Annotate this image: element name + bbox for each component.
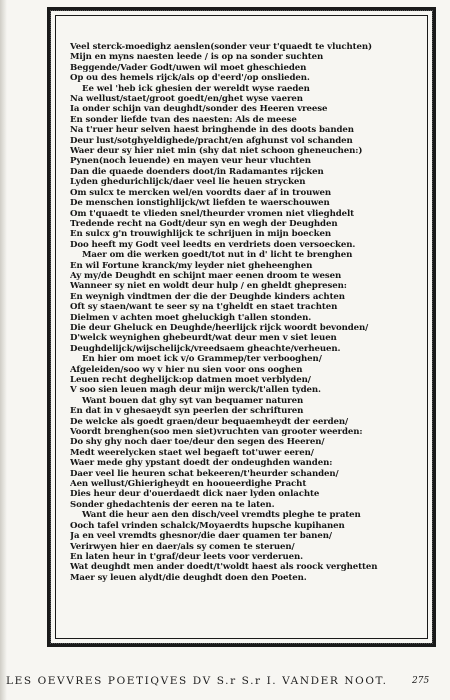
poem-line: En wil Fortune kranck/my leyder niet gheheenghen xyxy=(70,260,313,271)
poem-line: En laten heur in t'graf/deur leets voor verderuen. xyxy=(70,551,303,562)
poem-line: Want die heur aen den disch/veel vremdts pleghe te praten xyxy=(82,510,361,521)
poem-line: Lyden ghedurichlijck/daer veel lie heuen strycken xyxy=(70,177,306,188)
poem-line: En weynigh vindtmen der die der Deughde kinders achten xyxy=(70,291,345,302)
poem-line: De menschen ionstighlijck/wt liefden te waerschouwen xyxy=(70,198,330,209)
poem-line: Pynen(noch leuende) en mayen veur heur vluchten xyxy=(70,156,311,167)
poem-line: Aen wellust/Ghierigheydt en hooueerdighe Pracht xyxy=(70,479,307,490)
poem-line: En sonder liefde tvan des naesten: Als de meese xyxy=(70,114,297,125)
poem-text-block xyxy=(70,42,420,583)
poem-line: En dat in v ghesaeydt syn peerlen der schrifturen xyxy=(70,406,304,417)
poem-line: Ooch tafel vrinden schalck/Moyaerdts hupsche kupihanen xyxy=(70,520,345,531)
poem-line: Oft sy staen/want te seer sy na t'gheldt en staet trachten xyxy=(70,302,338,313)
poem-line: Deughdelijck/wijschelijck/vreedsaem gheachte/verheuen. xyxy=(70,343,341,354)
poem-line: Leuen recht deghelijck:op datmen moet verblyden/ xyxy=(70,375,311,385)
poem-line: Ee wel 'heb ick ghesien der wereldt wyse raeden xyxy=(82,83,310,94)
poem-line: Sonder ghedachtenis der eeren na te laten. xyxy=(70,499,275,510)
gutter-shadow xyxy=(0,0,7,700)
poem-line: Na wellust/staet/groot goedt/en/ghet wyse vaeren xyxy=(70,94,303,105)
poem-line: Doo heeft my Godt veel leedts en verdriets doen versoecken. xyxy=(70,239,356,250)
poem-line: Tredende recht na Godt/deur syn en wegh der Deughden xyxy=(70,218,338,229)
poem-line: Om sulcx te mercken wel/en voordts daer af in trouwen xyxy=(70,187,332,198)
poem-line: Ja en veel vremdts ghesnor/die daer quamen ter banen/ xyxy=(70,531,332,542)
poem-line: Die deur Gheluck en Deughde/heerlijck rijck woordt bevonden/ xyxy=(70,322,369,333)
poem-line: Afgeleiden/soo wy v hier nu sien voor ons ooghen xyxy=(70,364,303,375)
poem-line: Dan die quaede doenders doot/in Radamantes rijcken xyxy=(70,166,324,177)
poem-line: Maer sy leuen alydt/die deughdt doen den Poeten. xyxy=(70,572,307,583)
running-title: LES OEVVRES POETIQVES DV S.r S.r I. VANDER NOOT. xyxy=(6,675,388,687)
poem-line: D'welck weynighen ghebeurdt/wat deur men v siet leuen xyxy=(70,333,337,344)
poem-line: Do shy ghy noch daer toe/deur den segen des Heeren/ xyxy=(70,437,325,448)
poem-line: Waer mede ghy ypstant doedt der ondeughden wanden: xyxy=(70,458,333,469)
poem-line: Ia onder schijn van deughdt/sonder des Heeren vreese xyxy=(70,104,328,115)
poem-line: Verirwyen hier en daer/als sy comen te steruen/ xyxy=(70,541,295,552)
poem-line: Want bouen dat ghy syt van bequamer naturen xyxy=(82,395,304,406)
poem-line: Op ou des hemels rijck/als op d'eerd'/op onslieden. xyxy=(70,73,310,84)
poem-line: Medt weerelycken staet wel begaeft tot'uwer eeren/ xyxy=(70,447,314,458)
poem-line: Veel sterck-moedighz aenslen(sonder veur t'quaedt te vluchten) xyxy=(70,42,373,52)
page-number: 275 xyxy=(412,676,430,686)
poem-line: V soo sien leuen magh deur mijn werck/t'allen tyden. xyxy=(70,385,321,396)
poem-line: Voordt brenghen(soo men siet)vruchten van grooter weerden: xyxy=(70,427,363,438)
poem-line: Beggende/Vader Godt/uwen wil moet gheschieden xyxy=(70,62,307,73)
poem-line: Wanneer sy niet en woldt deur hulp / en gheldt ghepresen: xyxy=(70,281,347,292)
poem-line: Daer veel lie heuren schat bekeeren/t'heurder schanden/ xyxy=(70,468,339,479)
poem-line: Dies heur deur d'ouerdaedt dick naer lyden onlachte xyxy=(70,489,320,500)
poem-line: Mijn en myns naesten leede / is op na sonder suchten xyxy=(70,52,324,63)
poem-line: En hier om moet ick v/o Grammep/ter verbooghen/ xyxy=(82,354,322,365)
poem-line: Wat deughdt men ander doedt/t'woldt haest als roock verghetten xyxy=(70,562,378,573)
poem-line: Waer deur sy hier niet min (shy dat niet schoon gheneuchen:) xyxy=(70,146,363,157)
poem-line: Na t'ruer heur selven haest bringhende in des doots banden xyxy=(70,125,354,136)
poem-line: De welcke als goedt graen/deur bequaemheydt der eerden/ xyxy=(70,416,349,427)
poem-line: En sulcx g'n trouwighlijck te schrijuen in mijn boecken xyxy=(70,229,332,240)
poem-line: Om t'quaedt te vlieden snel/theurder vromen niet vlieghdelt xyxy=(70,208,355,219)
poem-line: Dielmen v achten moet gheluckigh t'allen stonden. xyxy=(70,312,312,323)
poem-line: Deur lust/sotghyeldighede/pracht/en afghunst vol schanden xyxy=(70,135,353,146)
poem-line: Ay my/de Deughdt en schijnt maer eenen droom te wesen xyxy=(70,270,342,281)
poem-line: Maer om die werken goedt/tot nut in d' licht te brenghen xyxy=(82,250,353,261)
